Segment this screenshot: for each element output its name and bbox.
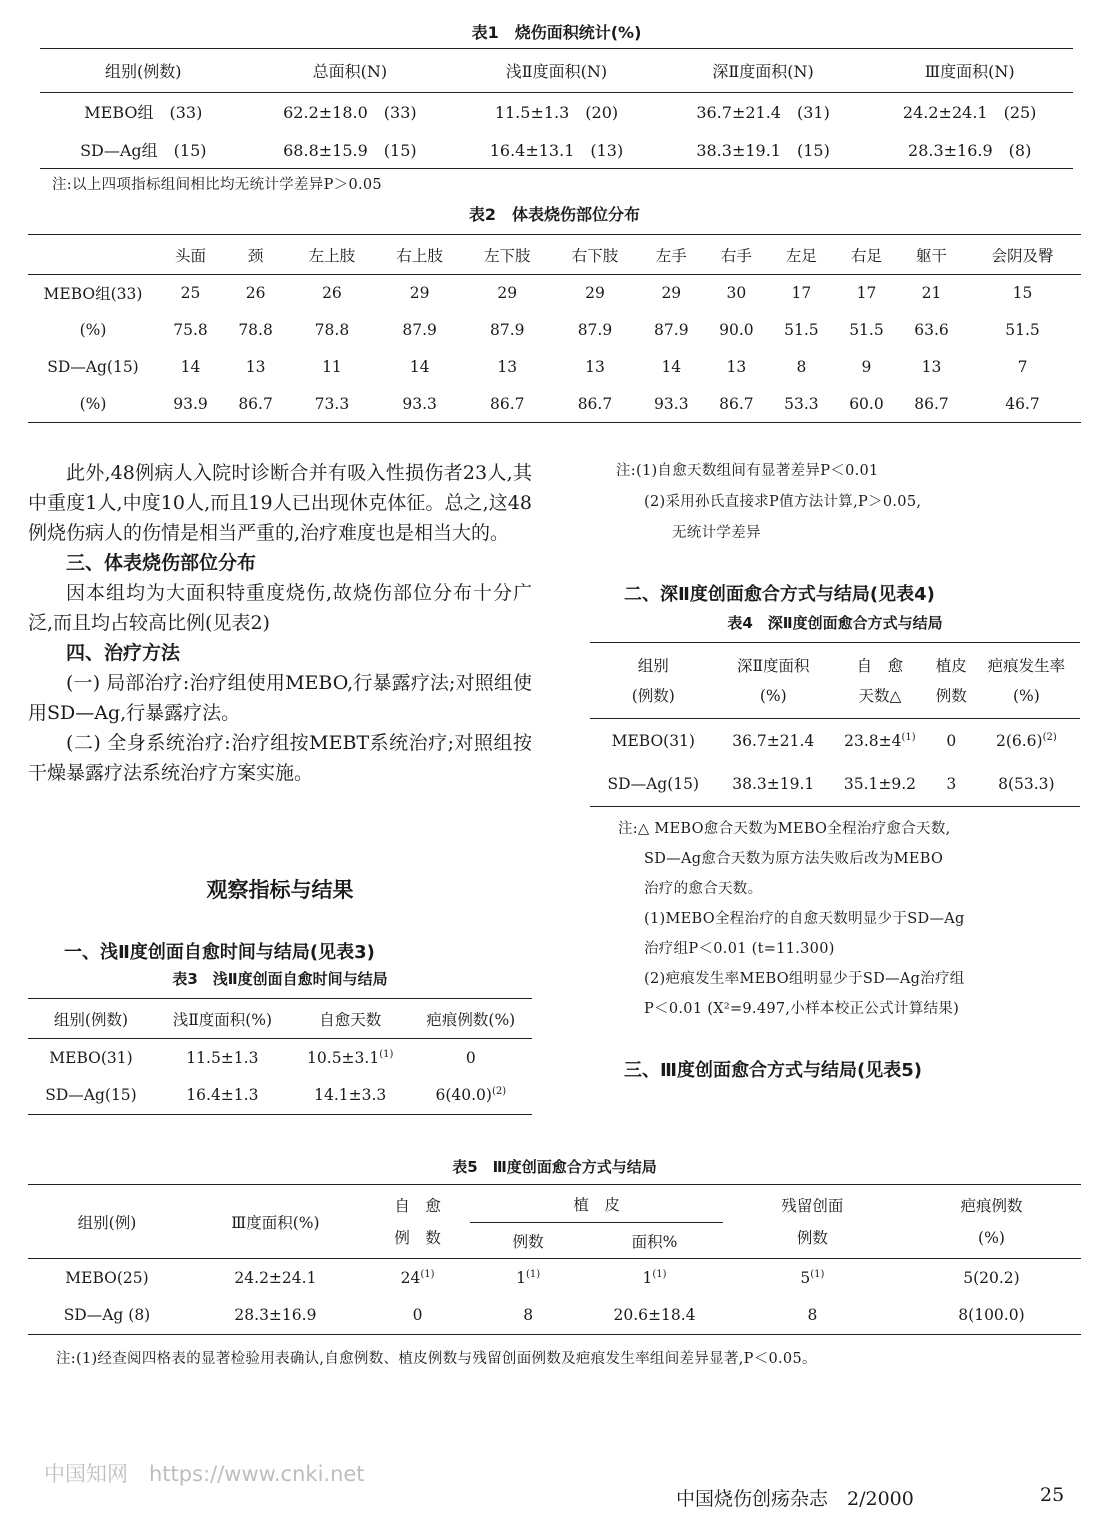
table2-cell: 87.9 bbox=[490, 321, 525, 339]
table2-cell: 30 bbox=[726, 284, 747, 303]
table4-cell: 0 bbox=[946, 731, 957, 750]
table1 bbox=[40, 48, 1073, 169]
table2-cell: 26 bbox=[245, 284, 266, 303]
table2-cell: 87.9 bbox=[654, 321, 689, 339]
table2-cell: 17 bbox=[856, 284, 877, 303]
table5 bbox=[28, 1184, 1081, 1335]
table2-header: 左下肢 bbox=[484, 246, 531, 265]
table2-header: 右上肢 bbox=[396, 246, 443, 265]
table1-header: 深Ⅱ度面积(N) bbox=[712, 62, 814, 81]
table2-cell: SD—Ag(15) bbox=[47, 358, 139, 376]
table3-cell: MEBO(31) bbox=[49, 1048, 133, 1067]
table2-cell: 86.7 bbox=[238, 394, 273, 413]
table2-header: 右下肢 bbox=[571, 246, 619, 265]
table2-cell: 86.7 bbox=[914, 394, 949, 413]
table-row bbox=[40, 93, 1073, 131]
paragraph: (一) 局部治疗:治疗组使用MEBO,行暴露疗法;对照组使用SD—Ag,行暴露疗法。 bbox=[28, 672, 532, 724]
table4-cell: 8(53.3) bbox=[998, 775, 1055, 794]
table2-header: 左足 bbox=[785, 246, 817, 265]
table-row bbox=[28, 1039, 532, 1077]
table4-cell: $2(6.6)^{(2)}$ bbox=[995, 731, 1057, 750]
table5-cell: 20.6±18.4 bbox=[613, 1306, 696, 1325]
table1-cell: 36.7±21.4 (31) bbox=[696, 103, 830, 123]
table2-cell: 7 bbox=[1017, 358, 1028, 376]
table2-header: 左上肢 bbox=[308, 246, 356, 265]
table-row bbox=[28, 1259, 1081, 1297]
table2-header: 左手 bbox=[655, 246, 687, 265]
table1-cell: 62.2±18.0 (33) bbox=[283, 103, 417, 123]
table3-header: 浅Ⅱ度面积(%) bbox=[172, 1010, 273, 1029]
table5-cell: 8(100.0) bbox=[958, 1306, 1025, 1325]
paragraph: 此外,48例病人入院时诊断合并有吸入性损伤者23人,其中重度1人,中度10人,而且19人已出现休克体征。总之,这48例烧伤病人的伤情是相当严重的,治疗难度也是相当大的。 bbox=[28, 462, 532, 544]
table2-header bbox=[28, 235, 158, 275]
table-row bbox=[28, 386, 1081, 423]
table2-header: 右足 bbox=[850, 246, 882, 265]
table2-cell: 29 bbox=[661, 284, 682, 303]
table2-header: 会阴及臀 bbox=[991, 246, 1054, 265]
table2-cell: 78.8 bbox=[238, 321, 273, 339]
table3-header: 组别(例数) bbox=[53, 1010, 129, 1029]
table2-cell: 93.3 bbox=[402, 394, 437, 413]
table4-caption: 表4 深Ⅱ度创面愈合方式与结局 bbox=[727, 614, 943, 632]
table3-header: 自愈天数 bbox=[319, 1010, 382, 1029]
table2-cell: 90.0 bbox=[719, 321, 754, 339]
table5-cell: MEBO(25) bbox=[65, 1268, 149, 1287]
table2-cell: MEBO组(33) bbox=[43, 285, 143, 304]
table4-cell: 35.1±9.2 bbox=[843, 775, 916, 794]
table2-cell: 78.8 bbox=[314, 321, 350, 339]
table1-header: 组别(例数) bbox=[105, 62, 182, 81]
table5-header: Ⅲ度面积(%) bbox=[186, 1185, 365, 1259]
table5-cell: 8 bbox=[807, 1306, 818, 1325]
table5-cell: 1$^{(1)}$ bbox=[516, 1268, 541, 1287]
table2-cell: (%) bbox=[79, 321, 107, 339]
table5-header: 残留创面 例数 bbox=[723, 1185, 902, 1259]
table2-cell: 13 bbox=[245, 358, 266, 376]
table4-header: 疤痕发生率 (%) bbox=[987, 656, 1066, 705]
table2-cell: 75.8 bbox=[173, 321, 208, 339]
table-row bbox=[590, 763, 1080, 807]
table-row bbox=[28, 1297, 1081, 1335]
table5-cell: 0 bbox=[412, 1306, 423, 1325]
table2-caption: 表2 体表烧伤部位分布 bbox=[468, 205, 641, 224]
cnki-watermark: 中国知网 https://www.cnki.net bbox=[44, 1462, 365, 1486]
table2-cell: 93.3 bbox=[654, 394, 689, 413]
subsection-heading: 二、深Ⅱ度创面愈合方式与结局(见表4) bbox=[624, 584, 935, 605]
section-heading: 观察指标与结果 bbox=[206, 878, 354, 902]
table3-header: 疤痕例数(%) bbox=[426, 1010, 516, 1029]
table1-caption: 表1 烧伤面积统计(%) bbox=[471, 23, 642, 42]
table2-cell: 21 bbox=[921, 284, 942, 303]
table4-header: 自 愈 天数△ bbox=[856, 656, 904, 705]
table3-cell: 14.1±3.3 bbox=[314, 1086, 387, 1105]
table2-cell: 26 bbox=[322, 284, 342, 303]
table3-cell: 16.4±1.3 bbox=[186, 1086, 259, 1105]
table-row bbox=[28, 312, 1081, 349]
table4-header: 深Ⅱ度面积 (%) bbox=[737, 656, 810, 705]
table5-header: 组别(例) bbox=[28, 1185, 186, 1259]
table-row bbox=[28, 1077, 532, 1115]
table2-cell: 29 bbox=[585, 284, 605, 303]
table5-cell: SD—Ag (8) bbox=[63, 1306, 151, 1325]
left-column bbox=[28, 458, 532, 788]
table4-cell: 3 bbox=[946, 775, 957, 794]
table2-cell: 13 bbox=[726, 358, 747, 376]
table1-header: Ⅲ度面积(N) bbox=[924, 62, 1015, 81]
table2-cell: 87.9 bbox=[577, 321, 613, 339]
table4-cell: 36.7±21.4 bbox=[732, 731, 815, 750]
table1-cell: MEBO组 (33) bbox=[84, 103, 203, 123]
table2-header: 右手 bbox=[720, 246, 752, 265]
table2-cell: 13 bbox=[921, 358, 942, 376]
table1-cell: 28.3±16.9 (8) bbox=[908, 140, 1032, 160]
table2-cell: 29 bbox=[409, 284, 430, 303]
table5-header: 疤痕例数 (%) bbox=[902, 1185, 1081, 1259]
table4-cell: MEBO(31) bbox=[611, 731, 695, 750]
table4-cell: SD—Ag(15) bbox=[607, 775, 700, 794]
table2-cell: (%) bbox=[79, 394, 107, 413]
table1-cell: SD—Ag组 (15) bbox=[80, 140, 207, 160]
table2-cell: 73.3 bbox=[314, 394, 350, 413]
table5-cell: 8 bbox=[523, 1306, 534, 1325]
table2-cell: 51.5 bbox=[849, 321, 884, 339]
table3-cell: $10.5\pm 3.1^{(1)}$ bbox=[307, 1048, 394, 1067]
table5-cell: 24.2±24.1 bbox=[234, 1268, 317, 1287]
table2-cell: 93.9 bbox=[173, 394, 208, 413]
table2-header: 颈 bbox=[247, 246, 264, 265]
table2-cell: 29 bbox=[497, 284, 518, 303]
table2-cell: 51.5 bbox=[1005, 321, 1040, 339]
table3-cell: SD—Ag(15) bbox=[45, 1086, 137, 1105]
table2-cell: 63.6 bbox=[914, 321, 949, 339]
table4-cell: 38.3±19.1 bbox=[732, 775, 815, 794]
table3 bbox=[28, 998, 532, 1115]
table5-header: 面积% bbox=[631, 1232, 678, 1251]
table-row bbox=[590, 719, 1080, 763]
table2-cell: 9 bbox=[861, 358, 872, 376]
table2-cell: 13 bbox=[497, 358, 518, 376]
table1-cell: 11.5±1.3 (20) bbox=[494, 103, 619, 123]
table5-cell: 5(20.2) bbox=[963, 1268, 1020, 1287]
table-row bbox=[28, 349, 1081, 386]
table4-header: 组别 (例数) bbox=[631, 656, 675, 705]
table2-cell: 11 bbox=[322, 358, 342, 376]
table5-caption: 表5 Ⅲ度创面愈合方式与结局 bbox=[452, 1158, 657, 1176]
table4-note: 注:△ MEBO愈合天数为MEBO全程治疗愈合天数, SD—Ag愈合天数为原方法失败后改为MEBO 治疗的愈合天数。 (1)MEBO全程治疗的自愈天数明显少于SD—Ag 治疗组P＜0.01 (t=11.300) (2)疤痕发生率MEBO组明显少于SD—Ag治疗组 P＜0.01 (X²=9.497,小样本校正公式计算结果) bbox=[618, 821, 965, 1017]
table-row bbox=[40, 131, 1073, 169]
table2-cell: 13 bbox=[585, 358, 605, 376]
table5-header: 例数 bbox=[512, 1232, 544, 1251]
table5-cell: 5$^{(1)}$ bbox=[800, 1268, 825, 1287]
table5-note: 注:(1)经查阅四格表的显著检验用表确认,自愈例数、植皮例数与残留创面例数及疤痕发生率组间差异显著,P＜0.05。 bbox=[56, 1351, 817, 1367]
table2-cell: 14 bbox=[180, 358, 201, 376]
table2-cell: 86.7 bbox=[577, 394, 613, 413]
table2-cell: 46.7 bbox=[1005, 394, 1040, 413]
table2-cell: 8 bbox=[796, 358, 807, 376]
table3-cell: 11.5±1.3 bbox=[186, 1048, 259, 1067]
paragraph: (二) 全身系统治疗:治疗组按MEBT系统治疗;对照组按干燥暴露疗法系统治疗方案实施。 bbox=[28, 732, 532, 784]
table2-cell: 14 bbox=[661, 358, 682, 376]
table4-cell: $23.8\pm 4^{(1)}$ bbox=[844, 731, 916, 750]
table3-cell: 0 bbox=[465, 1048, 476, 1067]
table5-cell: 1$^{(1)}$ bbox=[642, 1268, 667, 1287]
table3-note: 注:(1)自愈天数组间有显著差异P＜0.01 (2)采用孙氏直接求P值方法计算,P＞0.05, 无统计学差异 bbox=[616, 463, 922, 541]
table5-cell: 24$^{(1)}$ bbox=[400, 1268, 435, 1287]
table2-header: 躯干 bbox=[915, 246, 947, 265]
table1-cell: 16.4±13.1 (13) bbox=[489, 140, 624, 160]
table5-header: 自 愈 例 数 bbox=[365, 1185, 470, 1259]
table2-cell: 51.5 bbox=[784, 321, 819, 339]
table1-cell: 68.8±15.9 (15) bbox=[283, 140, 417, 160]
table2-cell: 14 bbox=[409, 358, 430, 376]
table1-cell: 24.2±24.1 (25) bbox=[902, 103, 1037, 123]
table2-cell: 86.7 bbox=[490, 394, 525, 413]
paragraph: 因本组均为大面积特重度烧伤,故烧伤部位分布十分广泛,而且均占较高比例(见表2) bbox=[28, 582, 532, 634]
table5-header: 植 皮 bbox=[470, 1185, 723, 1223]
table2-cell: 25 bbox=[180, 284, 201, 303]
subsection-heading: 四、治疗方法 bbox=[66, 642, 181, 664]
table1-header: 总面积(N) bbox=[312, 62, 388, 81]
table4 bbox=[590, 642, 1080, 807]
table2-cell: 17 bbox=[791, 284, 812, 303]
subsection-heading: 三、体表烧伤部位分布 bbox=[66, 552, 257, 574]
table5-cell: 28.3±16.9 bbox=[234, 1306, 317, 1325]
page-number: 25 bbox=[1040, 1484, 1065, 1506]
table3-cell: $6(40.0)^{(2)}$ bbox=[435, 1086, 507, 1105]
table-row bbox=[28, 275, 1081, 312]
table3-caption: 表3 浅Ⅱ度创面自愈时间与结局 bbox=[172, 970, 388, 988]
table2-cell: 60.0 bbox=[849, 394, 884, 413]
subsection-heading: 三、Ⅲ度创面愈合方式与结局(见表5) bbox=[624, 1060, 922, 1081]
journal-name: 中国烧伤创疡杂志 2/2000 bbox=[676, 1488, 914, 1510]
table1-header: 浅Ⅱ度面积(N) bbox=[505, 62, 608, 81]
table2 bbox=[28, 234, 1081, 423]
table2-cell: 53.3 bbox=[784, 394, 819, 413]
table4-header: 植皮 例数 bbox=[935, 656, 967, 705]
table2-cell: 87.9 bbox=[402, 321, 437, 339]
subsection-heading: 一、浅Ⅱ度创面自愈时间与结局(见表3) bbox=[64, 942, 375, 963]
table1-cell: 38.3±19.1 (15) bbox=[696, 140, 830, 160]
table2-cell: 15 bbox=[1012, 284, 1033, 303]
table2-cell: 86.7 bbox=[719, 394, 754, 413]
table2-header: 头面 bbox=[175, 246, 207, 265]
table1-note: 注:以上四项指标组间相比均无统计学差异P＞0.05 bbox=[52, 177, 382, 193]
